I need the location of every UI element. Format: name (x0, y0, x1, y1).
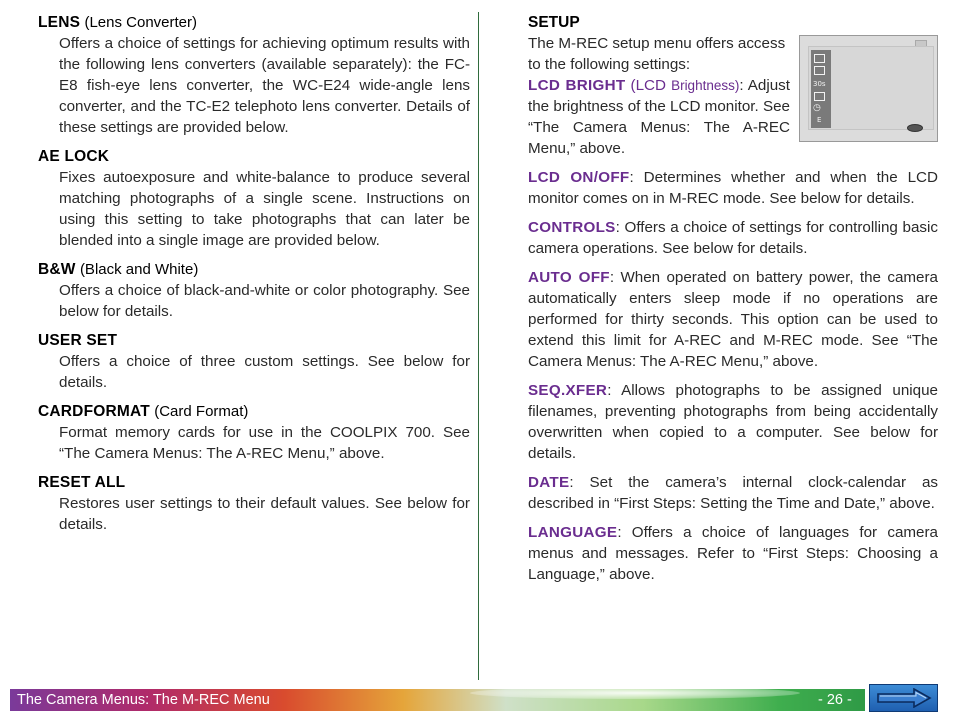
entry-description: Format memory cards for use in the COOLPIX 700. See “The Camera Menus: The A-REC Menu,” above. (59, 424, 470, 462)
lcd-square-icon (814, 54, 825, 63)
left-column (38, 12, 470, 543)
entry-description: Offers a choice of three custom settings. See below for details. (59, 353, 470, 391)
setting-keyword: LCD ON/OFF (528, 169, 630, 186)
footer-swoosh (470, 687, 800, 699)
menu-entry-lens (38, 12, 470, 138)
menu-entry-reset-all (38, 472, 470, 535)
entry-paren: (Lens Converter) (84, 14, 197, 31)
setting-lcd-bright: LCD BRIGHT (LCD Brightness): Adjust the brightness of the LCD monitor. See “The Camera Menus: The A-REC Menu,” above. (528, 77, 790, 157)
right-arrow-icon (874, 688, 934, 708)
right-column (528, 12, 938, 593)
entry-keyword: USER SET (38, 332, 118, 349)
lcd-square-icon (814, 66, 825, 75)
setting-language (528, 522, 938, 585)
setting-keyword: DATE (528, 474, 570, 491)
entry-description: Offers a choice of black-and-white or color photography. See below for details. (59, 282, 470, 320)
entry-keyword: RESET ALL (38, 474, 126, 491)
entry-paren: (Black and White) (79, 261, 199, 278)
setting-text: : Set the camera’s internal clock-calendar as described in “First Steps: Setting the Time and Date,” above. (528, 474, 938, 512)
setting-text: : Allows photographs to be assigned unique filenames, preventing photographs from being accidentally overwritten when copied to a computer. See below for details. (528, 382, 938, 462)
setting-keyword: AUTO OFF (528, 269, 610, 286)
clock-icon: ◷ (813, 103, 821, 113)
setting-keyword: LANGUAGE (528, 524, 618, 541)
entry-description: Fixes autoexposure and white-balance to produce several matching photographs of a single scene. Instructions on using this setting to take photographs that can later be blended into a single image are provided below. (59, 169, 470, 249)
setting-text: : Offers a choice of languages for camera menus and messages. Refer to “First Steps: Choosing a Language,” above. (528, 524, 938, 583)
lcd-e-label: E (817, 116, 822, 124)
lcd-menu-strip (811, 50, 831, 128)
footer-section-title: The Camera Menus: The M-REC Menu (17, 692, 270, 708)
setting-keyword: LCD BRIGHT (528, 77, 626, 94)
entry-description: Restores user settings to their default values. See below for details. (59, 495, 470, 533)
setting-text: : Offers a choice of settings for controlling basic camera operations. See below for details. (528, 219, 938, 257)
setting-text: : Adjust the brightness of the LCD monitor. See “The Camera Menus: The A-REC Menu,” above. (528, 77, 790, 157)
lcd-button-icon (907, 124, 923, 132)
entry-keyword: B&W (38, 261, 76, 278)
setting-controls (528, 217, 938, 259)
entry-keyword: CARDFORMAT (38, 403, 150, 420)
menu-entry-bw (38, 259, 470, 322)
menu-entry-cardformat (38, 401, 470, 464)
column-divider (478, 12, 479, 680)
setting-lcd-on-off (528, 167, 938, 209)
lcd-square-icon (814, 92, 825, 101)
setup-intro: The M-REC setup menu offers access to the following settings: (528, 35, 786, 73)
setting-auto-off (528, 267, 938, 372)
menu-entry-ae-lock (38, 146, 470, 251)
next-page-button[interactable] (869, 684, 938, 712)
entry-description: Offers a choice of settings for achieving optimum results with the following lens converters (available separately): the FC-E8 fish-eye lens converter, the WC-E24 wide-angle lens converter, and the TC-E2 telephoto lens converter. Details of these settings are provided below. (59, 35, 470, 136)
entry-keyword: AE LOCK (38, 148, 110, 165)
lcd-monitor-illustration (799, 35, 938, 142)
entry-paren: (Card Format) (154, 403, 249, 420)
setting-keyword: CONTROLS (528, 219, 616, 236)
setting-text: : When operated on battery power, the camera automatically enters sleep mode if no operations are performed for thirty seconds. This option can be used to extend this limit for A-REC and M-REC mode. See “The Camera Menus: The A-REC Menu,” above. (528, 269, 938, 370)
setting-keyword: SEQ.XFER (528, 382, 608, 399)
setting-seq-xfer (528, 380, 938, 464)
setup-intro-row (528, 33, 938, 167)
entry-keyword: LENS (38, 14, 81, 31)
menu-entry-user-set (38, 330, 470, 393)
setting-text: : Determines whether and when the LCD monitor comes on in M-REC mode. See below for details. (528, 169, 938, 207)
lcd-timer-label: 30s (813, 80, 826, 88)
page-number: - 26 - (818, 692, 852, 708)
setup-heading: SETUP (528, 14, 580, 31)
setting-date (528, 472, 938, 514)
